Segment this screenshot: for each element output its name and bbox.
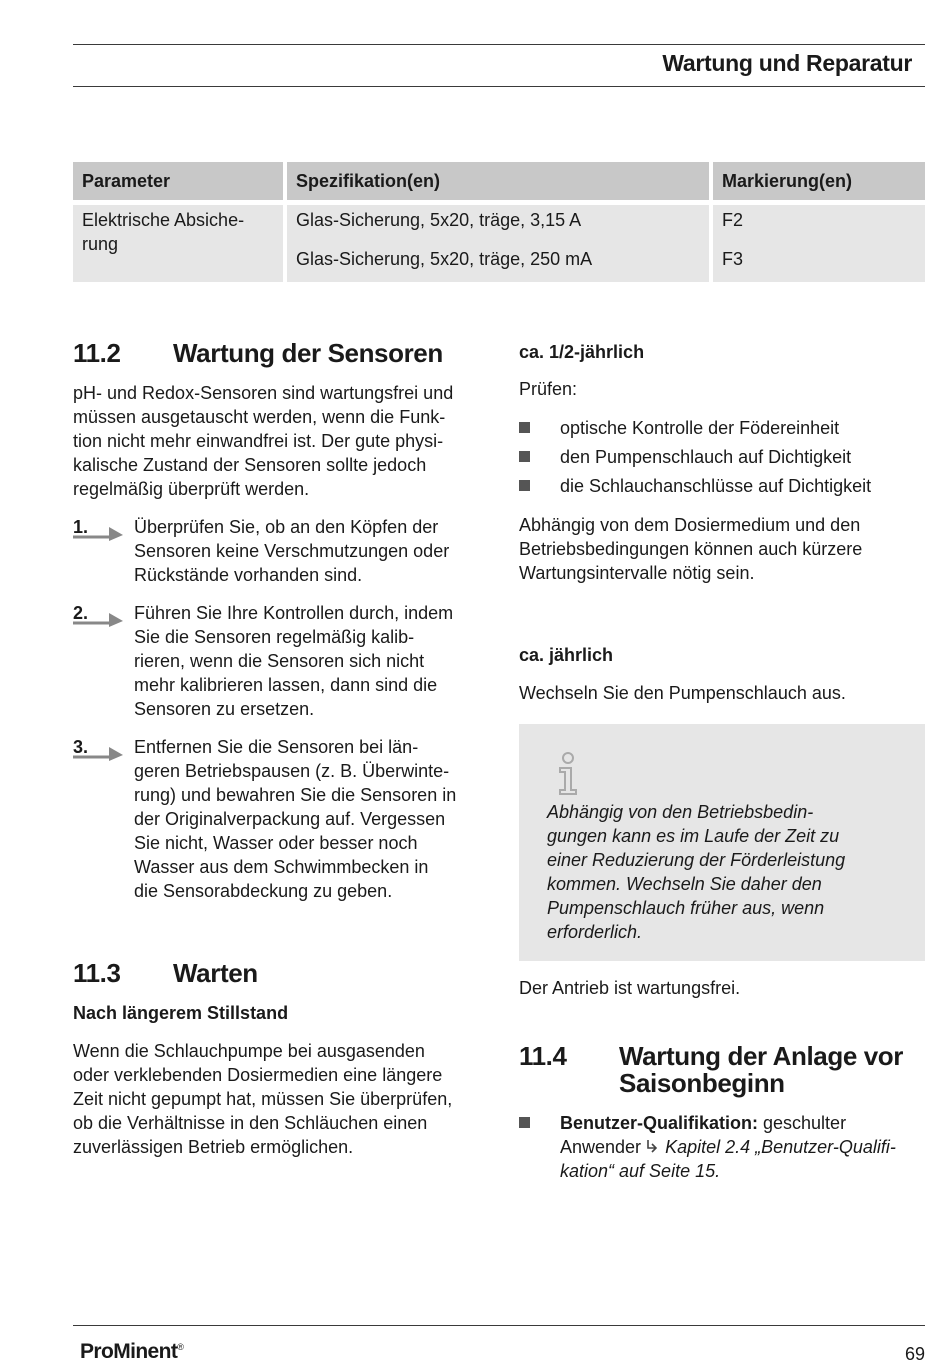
- text-line: rieren, wenn die Sensoren sich nicht: [134, 651, 425, 671]
- text-line: Zeit nicht gepumpt hat, müssen Sie überprüfen,: [73, 1089, 453, 1109]
- text-line: müssen ausgetauscht werden, wenn die Funk-: [73, 407, 446, 427]
- step-number: 1.: [73, 517, 89, 537]
- text-line: Entfernen Sie die Sensoren bei län-: [134, 737, 419, 757]
- text-line: Überprüfen Sie, ob an den Köpfen der: [134, 517, 439, 537]
- table-cell-text: F2: [722, 210, 744, 230]
- table-cell-text: F3: [722, 249, 744, 269]
- step-arrow-icon: [73, 527, 123, 541]
- step-item: [73, 735, 483, 903]
- chapter-link[interactable]: Kapitel 2.4 „Benutzer-Qualifi-: [660, 1137, 896, 1157]
- list-item: [519, 416, 919, 440]
- list-item-text: [560, 1111, 925, 1183]
- text-line: tion nicht mehr einwandfrei ist. Der gute physi-: [73, 431, 444, 451]
- text-line: Wasser aus dem Schwimmbecken in: [134, 857, 429, 877]
- qualification-value: geschulter: [758, 1113, 847, 1133]
- text-line: [560, 1159, 925, 1183]
- table-cell-marking: [713, 205, 925, 282]
- text-line: Sie die Sensoren regelmäßig kalib-: [134, 627, 415, 647]
- subheading-stillstand: Nach längerem Stillstand: [73, 1003, 289, 1023]
- text-line: oder verklebenden Dosiermedien eine längere: [73, 1065, 443, 1085]
- section-number: 11.4: [519, 1041, 567, 1071]
- info-text: [547, 800, 907, 944]
- list-item: [519, 1111, 925, 1183]
- section-title: Wartung der Sensoren: [173, 338, 443, 368]
- section-title-line: Saisonbeginn: [619, 1068, 785, 1098]
- arrow-link-icon: [646, 1139, 660, 1155]
- step-item: [73, 515, 483, 587]
- bullet-square-icon: [519, 480, 530, 491]
- text-line: Abhängig von dem Dosiermedium und den: [519, 515, 861, 535]
- bullet-square-icon: [519, 422, 530, 433]
- text-line: Betriebsbedingungen können auch kürzere: [519, 539, 863, 559]
- header-title: Wartung und Reparatur: [662, 50, 912, 76]
- bullet-square-icon: [519, 451, 530, 462]
- text-line: ob die Verhältnisse in den Schläuchen einen: [73, 1113, 428, 1133]
- text-line: erforderlich.: [547, 922, 643, 942]
- registered-mark: ®: [177, 1342, 184, 1352]
- qualification-label: Benutzer-Qualifikation:: [560, 1113, 759, 1133]
- sensor-intro-paragraph: [73, 381, 493, 501]
- step-arrow-icon: [73, 613, 123, 627]
- text-line: [560, 1135, 925, 1159]
- check-label: Prüfen:: [519, 379, 578, 399]
- list-item-text: den Pumpenschlauch auf Dichtigkeit: [560, 447, 852, 467]
- text-line: kalische Zustand der Sensoren sollte jedoch: [73, 455, 427, 475]
- text-line: Rückstände vorhanden sind.: [134, 565, 363, 585]
- subheading-half-year: ca. 1/2-jährlich: [519, 342, 645, 362]
- table-cell-text: Glas-Sicherung, 5x20, träge, 250 mA: [296, 249, 593, 269]
- info-icon: [555, 752, 581, 796]
- subheading-yearly: ca. jährlich: [519, 645, 614, 665]
- text-line: kommen. Wechseln Sie daher den: [547, 874, 822, 894]
- text-line: Sie nicht, Wasser oder besser noch: [134, 833, 418, 853]
- chapter-link[interactable]: kation“ auf Seite 15.: [560, 1161, 721, 1181]
- text-line: Führen Sie Ihre Kontrollen durch, indem: [134, 603, 454, 623]
- list-item-text: die Schlauchanschlüsse auf Dichtigkeit: [560, 476, 872, 496]
- table-cell-parameter: [73, 205, 283, 282]
- text-line: regelmäßig überprüft werden.: [73, 479, 310, 499]
- table-header-marking: Markierung(en): [713, 162, 925, 200]
- text-line: pH- und Redox-Sensoren sind wartungsfrei und: [73, 383, 454, 403]
- qualification-value: Anwender: [560, 1137, 647, 1157]
- bullet-square-icon: [519, 1117, 530, 1128]
- section-title-line: Wartung der Anlage vor: [619, 1041, 903, 1071]
- stillstand-paragraph: [73, 1039, 493, 1159]
- drive-note: Der Antrieb ist wartungsfrei.: [519, 978, 741, 998]
- page-number: 69: [904, 1344, 925, 1364]
- interval-note-paragraph: [519, 513, 919, 585]
- section-heading-11-4: [519, 1042, 925, 1098]
- text-line: Wenn die Schlauchpumpe bei ausgasenden: [73, 1041, 425, 1061]
- step-arrow-icon: [73, 747, 123, 761]
- table-cell-text: rung: [82, 234, 119, 254]
- header-bottom-rule: [73, 86, 925, 87]
- step-item: [73, 601, 483, 721]
- text-line: Pumpenschlauch früher aus, wenn: [547, 898, 825, 918]
- step-number: 3.: [73, 737, 89, 757]
- footer-rule: [73, 1325, 925, 1326]
- section-title: Warten: [173, 958, 258, 988]
- info-box: [519, 724, 925, 961]
- prominent-logo: [80, 1340, 183, 1364]
- section-number: 11.2: [73, 338, 121, 368]
- text-line: gungen kann es im Laufe der Zeit zu: [547, 826, 840, 846]
- text-line: die Sensorabdeckung zu geben.: [134, 881, 393, 901]
- text-line: rung) und bewahren Sie die Sensoren in: [134, 785, 457, 805]
- text-line: Sensoren keine Verschmutzungen oder: [134, 541, 450, 561]
- table-header-parameter: Parameter: [73, 162, 283, 200]
- section-number: 11.3: [73, 958, 121, 988]
- section-heading-11-3: [73, 959, 493, 989]
- text-line: mehr kalibrieren lassen, dann sind die: [134, 675, 438, 695]
- step-number: 2.: [73, 603, 89, 623]
- text-line: Wartungsintervalle nötig sein.: [519, 563, 755, 583]
- list-item-text: optische Kontrolle der Födereinheit: [560, 418, 840, 438]
- text-line: Sensoren zu ersetzen.: [134, 699, 315, 719]
- header-top-rule: [73, 44, 925, 45]
- text-line: geren Betriebspausen (z. B. Überwinte-: [134, 761, 450, 781]
- table-cell-text: Glas-Sicherung, 5x20, träge, 3,15 A: [296, 210, 582, 230]
- text-line: der Originalverpackung auf. Vergessen: [134, 809, 446, 829]
- section-heading-11-2: [73, 339, 493, 369]
- logo-text: ProMinent: [80, 1340, 178, 1363]
- list-item: [519, 474, 919, 498]
- table-cell-text: Elektrische Absiche-: [82, 210, 245, 230]
- text-line: zuverlässigen Betrieb ermöglichen.: [73, 1137, 354, 1157]
- text-line: einer Reduzierung der Förderleistung: [547, 850, 846, 870]
- yearly-text: Wechseln Sie den Pumpenschlauch aus.: [519, 683, 846, 703]
- list-item: [519, 445, 919, 469]
- table-header-spec: Spezifikation(en): [287, 162, 709, 200]
- text-line: Abhängig von den Betriebsbedin-: [547, 802, 814, 822]
- text-line: [560, 1111, 925, 1135]
- table-cell-spec: [287, 205, 709, 282]
